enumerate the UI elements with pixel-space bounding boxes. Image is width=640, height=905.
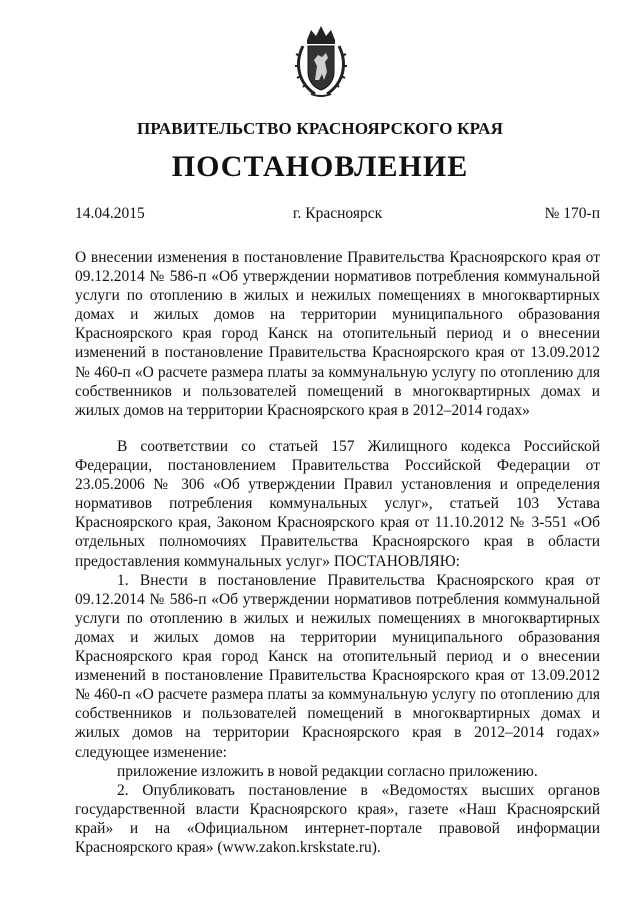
organization-name: ПРАВИТЕЛЬСТВО КРАСНОЯРСКОГО КРАЯ <box>136 119 504 138</box>
item-1-paragraph: 1. Внести в постановление Правительства Красноярского края от 09.12.2014 № 586-п «Об утверждении нормативов потребления коммунальной услуги по отоплению в жилых и нежилых помещениях в многоквартирных домах и жилых домов на территории муниципального образования Красноярского края город Канск на отопительный период и о внесении изменений в постановление Правительства Красноярского края от 13.09.2012 № 460-п «О расчете размера платы за коммунальную услугу по отоплению для собственников и пользователей помещений в многоквартирных домах и жилых домов на территории Красноярского края в 2012–2014 годах» следующее изменение: <box>75 571 600 761</box>
document-number: № 170-п <box>544 205 600 222</box>
subject-paragraph: О внесении изменения в постановление Правительства Красноярского края от 09.12.2014 № 586-п «Об утверждении нормативов потребления коммунальной услуги по отоплению в жилых и нежилых помещениях в многоквартирных домах и жилых домов на территории муниципального образования Красноярского края город Канск на отопительный период и о внесении изменений в постановление Правительства Красноярского края от 13.09.2012 № 460-п «О расчете размера платы за коммунальную услугу по отоплению для собственников и пользователей помещений в многоквартирных домах и жилых домов на территории Красноярского края в 2012–2014 годах» <box>75 249 600 419</box>
item-2-paragraph: 2. Опубликовать постановление в «Ведомостях высших органов государственной власти Красноярского края», газете «Наш Красноярский край» и на «Официальном интернет-портале правовой информации Красноярского края» (www.zakon.krskstate.ru). <box>75 781 600 856</box>
document-type-title: ПОСТАНОВЛЕНИЕ <box>171 150 469 183</box>
preamble-paragraph: В соответствии со статьей 157 Жилищного кодекса Российской Федерации, постановлением Правительства Российской Федерации от 23.05.2006 № 306 «Об утверждении Правил установления и определения нормативов потребления коммунальных услуг», статьей 103 Устава Красноярского края, Законом Красноярского края от 11.10.2012 № 3-551 «Об отдельных полномочиях Правительства Красноярского края в области предоставления коммунальных услуг» ПОСТАНОВЛЯЮ: <box>75 438 600 570</box>
item-1-sub-paragraph: приложение изложить в новой редакции согласно приложению. <box>117 762 538 780</box>
document-subject <box>75 248 600 420</box>
coat-of-arms-icon <box>293 22 349 98</box>
document-body <box>75 437 600 857</box>
document-date: 14.04.2015 <box>75 205 145 222</box>
document-city: г. Красноярск <box>292 205 383 222</box>
